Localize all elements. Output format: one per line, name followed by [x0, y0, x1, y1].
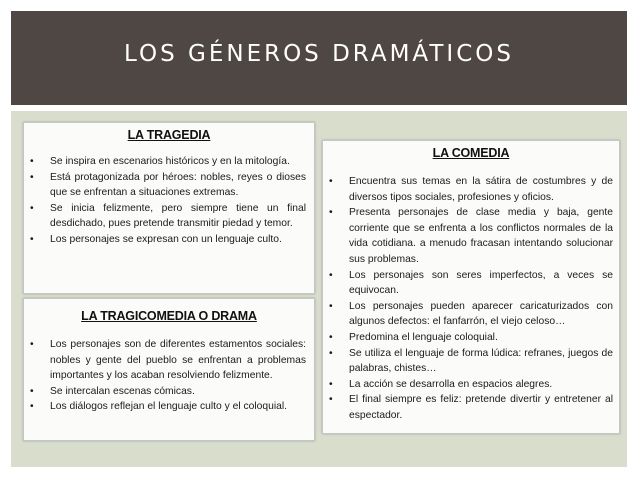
- tragicomedia-list: [24, 337, 314, 415]
- list-item: • Presenta personajes de clase media y baja, gente corriente que se enfrenta a los conflictos normales de la vida cotidiana. a menudo fracasan intentando solucionar sus problemas.: [327, 205, 613, 267]
- list-item: • Se utiliza el lenguaje de forma lúdica: refranes, juegos de palabras, chistes…: [327, 346, 613, 377]
- list-item: • Los diálogos reflejan el lenguaje culto y el coloquial.: [28, 399, 306, 415]
- tragedia-box: [23, 122, 315, 294]
- tragedia-list: [24, 154, 314, 248]
- list-item: • Los personajes son de diferentes estamentos sociales: nobles y gente del pueblo se enfrentan a problemas importantes y los acaban resolviendo felizmente.: [28, 337, 306, 384]
- list-item: • Se inspira en escenarios históricos y en la mitología.: [28, 154, 306, 170]
- list-item: • El final siempre es feliz: pretende divertir y entretener al espectador.: [327, 392, 613, 423]
- tragicomedia-title: LA TRAGICOMEDIA O DRAMA: [81, 309, 257, 323]
- list-item: • La acción se desarrolla en espacios alegres.: [327, 377, 613, 393]
- list-item: • Los personajes se expresan con un lenguaje culto.: [28, 232, 306, 248]
- list-item: • Predomina el lenguaje coloquial.: [327, 330, 613, 346]
- list-item: • Los personajes son seres imperfectos, a veces se equivocan.: [327, 268, 613, 299]
- slide-title: LOS GÉNEROS DRAMÁTICOS: [124, 41, 514, 67]
- list-item: • Se inicia felizmente, pero siempre tiene un final desdichado, pues pretende transmitir piedad y temor.: [28, 201, 306, 232]
- tragicomedia-box: [23, 298, 315, 441]
- comedia-title: LA COMEDIA: [432, 146, 510, 160]
- list-item: • Está protagonizada por héroes: nobles, reyes o dioses que se enfrentan a situaciones extremas.: [28, 170, 306, 201]
- comedia-box: [322, 140, 620, 434]
- comedia-list: [323, 174, 619, 424]
- tragedia-title: LA TRAGEDIA: [127, 128, 211, 142]
- list-item: • Se intercalan escenas cómicas.: [28, 384, 306, 400]
- list-item: • Encuentra sus temas en la sátira de costumbres y de diversos tipos sociales, profesiones y oficios.: [327, 174, 613, 205]
- list-item: • Los personajes pueden aparecer caricaturizados con algunos defectos: el fanfarrón, el viejo celoso…: [327, 299, 613, 330]
- title-banner: [11, 11, 627, 105]
